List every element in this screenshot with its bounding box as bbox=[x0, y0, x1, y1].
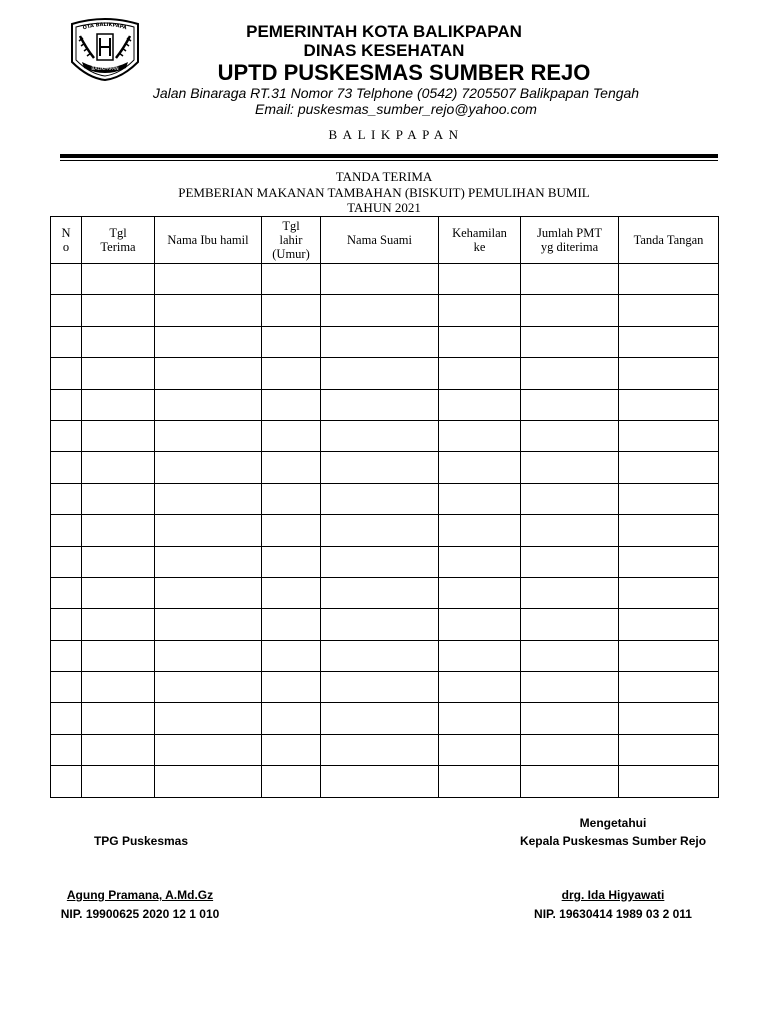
col-header-pregnancy-number: Kehamilan ke bbox=[439, 217, 521, 264]
table-cell bbox=[619, 326, 719, 357]
table-cell bbox=[321, 358, 439, 389]
table-cell bbox=[619, 703, 719, 734]
right-signer-nip: NIP. 19630414 1989 03 2 011 bbox=[534, 907, 692, 921]
table-cell bbox=[155, 326, 262, 357]
col-header-husband-name: Nama Suami bbox=[321, 217, 439, 264]
table-cell bbox=[51, 546, 82, 577]
table-cell bbox=[619, 577, 719, 608]
table-row bbox=[51, 295, 719, 326]
table-cell bbox=[521, 452, 619, 483]
table-cell bbox=[51, 577, 82, 608]
table-cell bbox=[82, 483, 155, 514]
government-line: PEMERINTAH KOTA BALIKPAPAN bbox=[246, 22, 522, 41]
table-cell bbox=[521, 734, 619, 765]
table-row bbox=[51, 326, 719, 357]
letterhead-rule-thin bbox=[60, 160, 718, 161]
table-cell bbox=[619, 264, 719, 295]
col-header-pmt-amount: Jumlah PMT yg diterima bbox=[521, 217, 619, 264]
letterhead-rule-thick bbox=[60, 154, 718, 158]
table-cell bbox=[51, 389, 82, 420]
city-line: BALIKPAPAN bbox=[328, 127, 464, 142]
col-header-no: N o bbox=[51, 217, 82, 264]
table-cell bbox=[439, 703, 521, 734]
table-cell bbox=[262, 766, 321, 797]
table-cell bbox=[82, 389, 155, 420]
table-cell bbox=[51, 640, 82, 671]
table-cell bbox=[521, 640, 619, 671]
table-cell bbox=[619, 734, 719, 765]
table-cell bbox=[321, 672, 439, 703]
table-cell bbox=[82, 609, 155, 640]
table-cell bbox=[439, 264, 521, 295]
col-header-signature: Tanda Tangan bbox=[619, 217, 719, 264]
table-row bbox=[51, 483, 719, 514]
table-cell bbox=[82, 295, 155, 326]
table-cell bbox=[619, 766, 719, 797]
document-title: TANDA TERIMA bbox=[335, 169, 433, 184]
col-header-mother-name: Nama Ibu hamil bbox=[155, 217, 262, 264]
table-cell bbox=[155, 264, 262, 295]
table-cell bbox=[321, 766, 439, 797]
table-cell bbox=[619, 672, 719, 703]
table-cell bbox=[262, 546, 321, 577]
table-cell bbox=[439, 389, 521, 420]
col-header-birth-date: Tgl lahir (Umur) bbox=[262, 217, 321, 264]
table-cell bbox=[155, 703, 262, 734]
table-cell bbox=[262, 577, 321, 608]
table-cell bbox=[521, 420, 619, 451]
table-cell bbox=[321, 640, 439, 671]
table-cell bbox=[82, 577, 155, 608]
table-cell bbox=[155, 609, 262, 640]
document-year: TAHUN 2021 bbox=[347, 200, 421, 215]
table-cell bbox=[439, 640, 521, 671]
table-cell bbox=[439, 609, 521, 640]
table-cell bbox=[82, 546, 155, 577]
table-cell bbox=[51, 734, 82, 765]
table-cell bbox=[439, 672, 521, 703]
table-cell bbox=[521, 264, 619, 295]
table-row bbox=[51, 577, 719, 608]
col-header-receive-date: Tgl Terima bbox=[82, 217, 155, 264]
table-cell bbox=[619, 640, 719, 671]
table-cell bbox=[619, 452, 719, 483]
table-cell bbox=[521, 703, 619, 734]
table-cell bbox=[51, 295, 82, 326]
acknowledged-label: Mengetahui bbox=[579, 816, 647, 830]
table-cell bbox=[262, 640, 321, 671]
table-cell bbox=[262, 703, 321, 734]
logo-bottom-text: BALIKPAPAN bbox=[91, 67, 119, 72]
table-cell bbox=[521, 546, 619, 577]
right-signer-name: drg. Ida Higyawati bbox=[561, 888, 665, 902]
table-row bbox=[51, 420, 719, 451]
table-cell bbox=[262, 358, 321, 389]
table-cell bbox=[82, 766, 155, 797]
table-cell bbox=[321, 609, 439, 640]
table-cell bbox=[619, 515, 719, 546]
table-cell bbox=[51, 515, 82, 546]
table-cell bbox=[321, 734, 439, 765]
table-cell bbox=[321, 515, 439, 546]
table-cell bbox=[262, 264, 321, 295]
table-cell bbox=[619, 358, 719, 389]
institution-name: UPTD PUSKESMAS SUMBER REJO bbox=[217, 60, 591, 85]
table-cell bbox=[51, 609, 82, 640]
table-cell bbox=[262, 326, 321, 357]
department-line: DINAS KESEHATAN bbox=[303, 41, 465, 60]
table-cell bbox=[619, 389, 719, 420]
table-cell bbox=[51, 703, 82, 734]
table-body bbox=[51, 264, 719, 798]
table-row bbox=[51, 358, 719, 389]
table-cell bbox=[155, 546, 262, 577]
table-cell bbox=[82, 640, 155, 671]
table-row bbox=[51, 640, 719, 671]
table-cell bbox=[82, 420, 155, 451]
table-cell bbox=[155, 452, 262, 483]
table-cell bbox=[82, 326, 155, 357]
table-cell bbox=[51, 452, 82, 483]
table-cell bbox=[155, 295, 262, 326]
table-cell bbox=[321, 326, 439, 357]
table-cell bbox=[51, 326, 82, 357]
receipt-table bbox=[50, 216, 719, 798]
table-cell bbox=[262, 609, 321, 640]
table-cell bbox=[321, 420, 439, 451]
table-cell bbox=[321, 264, 439, 295]
table-row bbox=[51, 546, 719, 577]
table-cell bbox=[321, 546, 439, 577]
table-cell bbox=[321, 452, 439, 483]
table-cell bbox=[521, 515, 619, 546]
table-cell bbox=[619, 546, 719, 577]
left-signer-nip: NIP. 19900625 2020 12 1 010 bbox=[60, 907, 220, 921]
right-signer-title: Kepala Puskesmas Sumber Rejo bbox=[519, 834, 707, 848]
table-cell bbox=[321, 703, 439, 734]
table-cell bbox=[51, 766, 82, 797]
table-cell bbox=[321, 389, 439, 420]
table-cell bbox=[51, 358, 82, 389]
table-row bbox=[51, 734, 719, 765]
document-subtitle: PEMBERIAN MAKANAN TAMBAHAN (BISKUIT) PEMULIHAN BUMIL bbox=[178, 185, 590, 200]
table-cell bbox=[321, 295, 439, 326]
table-cell bbox=[439, 358, 521, 389]
table-cell bbox=[82, 264, 155, 295]
table-cell bbox=[155, 420, 262, 451]
table-cell bbox=[262, 734, 321, 765]
table-cell bbox=[155, 389, 262, 420]
address-line: Jalan Binaraga RT.31 Nomor 73 Telphone (0542) 7205507 Balikpapan Tengah bbox=[152, 85, 640, 101]
table-cell bbox=[262, 420, 321, 451]
table-row bbox=[51, 515, 719, 546]
table-cell bbox=[619, 420, 719, 451]
table-cell bbox=[82, 452, 155, 483]
table-cell bbox=[155, 640, 262, 671]
table-cell bbox=[521, 766, 619, 797]
table-cell bbox=[521, 672, 619, 703]
table-row bbox=[51, 609, 719, 640]
table-cell bbox=[439, 452, 521, 483]
table-row bbox=[51, 452, 719, 483]
table-cell bbox=[262, 515, 321, 546]
table-cell bbox=[619, 609, 719, 640]
table-cell bbox=[521, 358, 619, 389]
table-cell bbox=[521, 326, 619, 357]
table-cell bbox=[155, 358, 262, 389]
table-cell bbox=[82, 515, 155, 546]
table-cell bbox=[262, 295, 321, 326]
table-cell bbox=[82, 672, 155, 703]
table-cell bbox=[439, 734, 521, 765]
table-cell bbox=[155, 483, 262, 514]
table-cell bbox=[439, 515, 521, 546]
table-cell bbox=[155, 577, 262, 608]
table-cell bbox=[439, 577, 521, 608]
table-cell bbox=[521, 483, 619, 514]
table-cell bbox=[262, 483, 321, 514]
table-cell bbox=[155, 734, 262, 765]
table-cell bbox=[521, 609, 619, 640]
table-cell bbox=[439, 326, 521, 357]
table-cell bbox=[82, 734, 155, 765]
table-cell bbox=[155, 672, 262, 703]
table-cell bbox=[439, 295, 521, 326]
table-cell bbox=[321, 483, 439, 514]
table-cell bbox=[262, 389, 321, 420]
table-cell bbox=[51, 483, 82, 514]
table-cell bbox=[439, 766, 521, 797]
table-row bbox=[51, 766, 719, 797]
table-cell bbox=[82, 703, 155, 734]
table-cell bbox=[262, 672, 321, 703]
logo-top-text: OTA BALIKPAPA bbox=[82, 21, 128, 32]
table-row bbox=[51, 703, 719, 734]
email-line: Email: puskesmas_sumber_rejo@yahoo.com bbox=[255, 101, 537, 117]
table-cell bbox=[155, 766, 262, 797]
table-cell bbox=[619, 295, 719, 326]
table-row bbox=[51, 264, 719, 295]
table-cell bbox=[82, 358, 155, 389]
table-cell bbox=[619, 483, 719, 514]
table-row bbox=[51, 389, 719, 420]
left-signer-name: Agung Pramana, A.Md.Gz bbox=[66, 888, 214, 902]
table-cell bbox=[521, 577, 619, 608]
table-cell bbox=[439, 546, 521, 577]
table-cell bbox=[321, 577, 439, 608]
table-cell bbox=[51, 420, 82, 451]
table-cell bbox=[51, 672, 82, 703]
table-cell bbox=[439, 420, 521, 451]
table-header-row bbox=[51, 217, 719, 264]
left-signer-title: TPG Puskesmas bbox=[93, 834, 189, 848]
table-cell bbox=[51, 264, 82, 295]
table-row bbox=[51, 672, 719, 703]
table-cell bbox=[521, 295, 619, 326]
table-cell bbox=[439, 483, 521, 514]
table-cell bbox=[262, 452, 321, 483]
table-cell bbox=[521, 389, 619, 420]
table-cell bbox=[155, 515, 262, 546]
